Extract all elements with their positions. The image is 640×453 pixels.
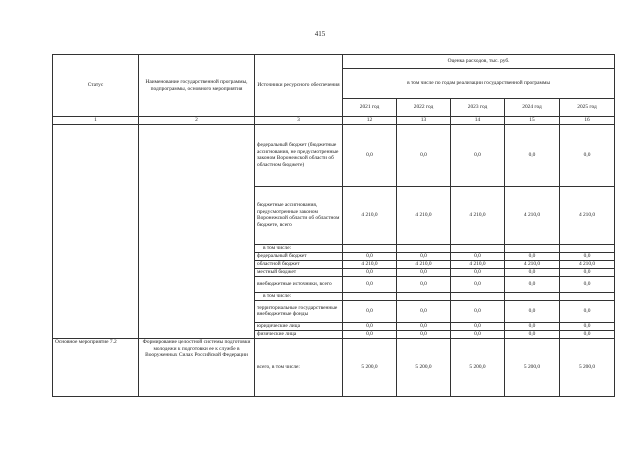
column-number: 15: [505, 117, 560, 125]
value-cell: 0,0: [343, 276, 397, 292]
value-cell: 0,0: [505, 322, 560, 330]
value-cell: 0,0: [397, 322, 451, 330]
header-year: 2024 год: [505, 99, 560, 117]
column-number: 14: [451, 117, 505, 125]
value-cell: 0,0: [397, 124, 451, 186]
value-cell: 0,0: [343, 330, 397, 338]
value-cell: 4 210,0: [343, 186, 397, 244]
source-cell: федеральный бюджет (бюджетные ассигнования, не предусмотренные законом Воронежской области об областном бюджете): [255, 124, 343, 186]
page-number: 415: [314, 30, 326, 38]
value-cell: 0,0: [397, 268, 451, 276]
budget-table: [52, 54, 615, 397]
column-number: 1: [53, 117, 139, 125]
value-cell: 4 210,0: [505, 186, 560, 244]
header-estimate: Оценка расходов, тыс. руб.: [343, 55, 615, 69]
header-year: 2021 год: [343, 99, 397, 117]
value-cell: 5 200,0: [451, 338, 505, 396]
value-cell: 0,0: [343, 268, 397, 276]
value-cell: 0,0: [343, 322, 397, 330]
source-cell: местный бюджет: [255, 268, 343, 276]
value-cell: 4 210,0: [343, 260, 397, 268]
value-cell: [451, 244, 505, 252]
value-cell: 4 210,0: [560, 186, 615, 244]
activity-row: [53, 338, 615, 396]
activity-status: Основное мероприятие 7.2: [53, 338, 139, 396]
value-cell: 0,0: [560, 252, 615, 260]
source-cell: областной бюджет: [255, 260, 343, 268]
status-cell: [53, 124, 139, 338]
source-cell: юридические лица: [255, 322, 343, 330]
source-cell: бюджетные ассигнования, предусмотренные законом Воронежской области об областном бюджете, всего: [255, 186, 343, 244]
header-year: 2025 год: [560, 99, 615, 117]
column-number: 12: [343, 117, 397, 125]
column-number: 2: [139, 117, 255, 125]
value-cell: 0,0: [505, 330, 560, 338]
value-cell: [560, 244, 615, 252]
value-cell: 0,0: [560, 330, 615, 338]
value-cell: 0,0: [560, 276, 615, 292]
activity-name: Формирование целостной системы подготовки молодежи к подготовки ее к службе в Вооруженных Силах Российской Федерации: [139, 338, 255, 396]
value-cell: 0,0: [505, 276, 560, 292]
header-source: Источники ресурсного обеспечения: [255, 55, 343, 117]
value-cell: [397, 244, 451, 252]
value-cell: 0,0: [397, 330, 451, 338]
source-cell: в том числе:: [255, 292, 343, 300]
value-cell: 0,0: [560, 268, 615, 276]
value-cell: 0,0: [451, 276, 505, 292]
value-cell: 5 200,0: [505, 338, 560, 396]
value-cell: 0,0: [451, 322, 505, 330]
source-cell: территориальные государственные внебюджетные фонды: [255, 300, 343, 322]
value-cell: 0,0: [560, 124, 615, 186]
value-cell: 5 200,0: [343, 338, 397, 396]
value-cell: 0,0: [505, 300, 560, 322]
value-cell: [451, 292, 505, 300]
header-year: 2023 год: [451, 99, 505, 117]
value-cell: 0,0: [397, 252, 451, 260]
value-cell: 0,0: [451, 252, 505, 260]
value-cell: [505, 244, 560, 252]
source-cell: физические лица: [255, 330, 343, 338]
value-cell: [505, 292, 560, 300]
value-cell: 0,0: [343, 252, 397, 260]
column-number: 16: [560, 117, 615, 125]
value-cell: [397, 292, 451, 300]
value-cell: [343, 292, 397, 300]
header-name: Наименование государственной программы, подпрограммы, основного мероприятия: [139, 55, 255, 117]
name-cell: [139, 124, 255, 338]
value-cell: 0,0: [505, 124, 560, 186]
column-number: 13: [397, 117, 451, 125]
column-number: 3: [255, 117, 343, 125]
table-row: [53, 124, 615, 186]
value-cell: 4 210,0: [451, 260, 505, 268]
value-cell: 0,0: [397, 300, 451, 322]
value-cell: 4 210,0: [397, 260, 451, 268]
value-cell: 4 210,0: [451, 186, 505, 244]
value-cell: 4 210,0: [560, 260, 615, 268]
value-cell: 0,0: [451, 124, 505, 186]
value-cell: 5 200,0: [397, 338, 451, 396]
header-status: Статус: [53, 55, 139, 117]
value-cell: [343, 244, 397, 252]
value-cell: 0,0: [397, 276, 451, 292]
source-cell: в том числе:: [255, 244, 343, 252]
value-cell: 0,0: [343, 300, 397, 322]
value-cell: 0,0: [451, 268, 505, 276]
header-by-year: в том числе по годам реализации государственной программы: [343, 69, 615, 99]
value-cell: 4 210,0: [397, 186, 451, 244]
value-cell: [560, 292, 615, 300]
value-cell: 4 210,0: [505, 260, 560, 268]
value-cell: 0,0: [451, 300, 505, 322]
value-cell: 0,0: [505, 268, 560, 276]
source-cell: федеральный бюджет: [255, 252, 343, 260]
activity-source: всего, в том числе:: [255, 338, 343, 396]
source-cell: внебюджетные источники, всего: [255, 276, 343, 292]
value-cell: 0,0: [343, 124, 397, 186]
value-cell: 5 200,0: [560, 338, 615, 396]
value-cell: 0,0: [451, 330, 505, 338]
column-number-row: [53, 117, 615, 125]
value-cell: 0,0: [560, 300, 615, 322]
value-cell: 0,0: [560, 322, 615, 330]
value-cell: 0,0: [505, 252, 560, 260]
header-year: 2022 год: [397, 99, 451, 117]
